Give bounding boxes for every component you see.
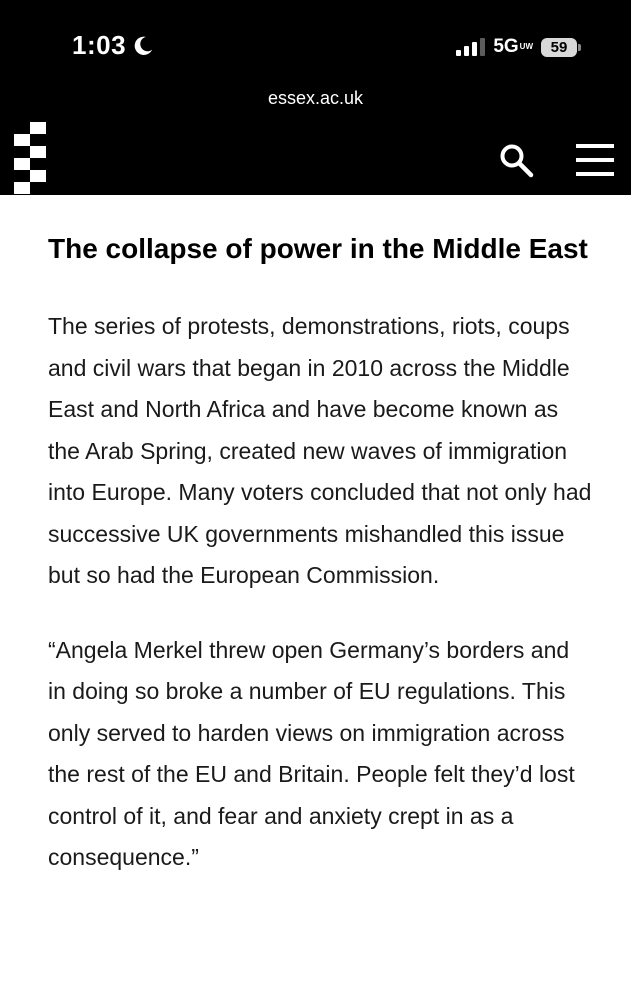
moon-icon [132,35,154,57]
search-icon[interactable] [498,142,534,178]
checker-logo-icon[interactable] [14,122,46,194]
battery-icon [541,38,581,57]
url-bar[interactable]: essex.ac.uk [267,88,364,108]
status-indicators [456,36,581,58]
status-time [72,30,154,61]
top-bar [0,0,631,195]
article-heading: The collapse of power in the Middle East [48,233,588,264]
network-label: 5G [493,36,519,57]
network-indicator [493,36,533,58]
battery-level: 59 [541,38,577,57]
article-quote-paragraph: “Angela Merkel threw open Germany’s borders and in doing so broke a number of EU regulations. This only served to harden views on immigration across the rest of the EU and Britain. People felt they’d lost control of it, and fear and anxiety crept in as a consequence.” [48,636,575,870]
hamburger-menu-icon[interactable] [576,143,614,177]
signal-icon [456,38,485,56]
network-badge-label: UW [519,42,533,51]
status-time-label: 1:03 [72,30,127,60]
network-badge [520,43,533,51]
article-paragraph: The series of protests, demonstrations, riots, coups and civil wars that began in 2010 across the Middle East and North Africa and have become known as the Arab Spring, created new waves of immigration into Europe. Many voters concluded that not only had successive UK governments mishandled this issue but so had the European Commission. [48,313,592,588]
article-content [48,232,593,879]
